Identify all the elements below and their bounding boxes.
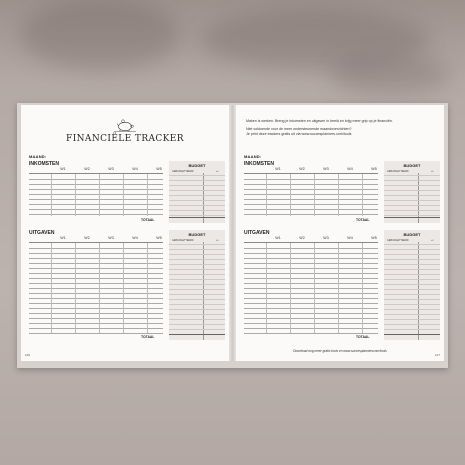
budget-row[interactable]: [169, 294, 225, 295]
section-title: INKOMSTEN: [244, 161, 274, 167]
table-row[interactable]: [29, 184, 163, 185]
income-section: [29, 161, 225, 223]
column-divider: [314, 174, 315, 216]
budget-column: [384, 230, 440, 340]
column-divider: [338, 243, 339, 333]
budget-row[interactable]: [384, 195, 440, 196]
table-row[interactable]: [244, 278, 378, 279]
budget-row[interactable]: [169, 244, 225, 245]
month-label: MAAND:: [244, 154, 262, 159]
budget-row[interactable]: [169, 190, 225, 191]
budget-row[interactable]: [169, 314, 225, 315]
budget-row[interactable]: [384, 324, 440, 325]
title-block: [21, 119, 229, 144]
table-row[interactable]: [244, 194, 378, 195]
budget-row[interactable]: [384, 205, 440, 206]
week-header: W4: [132, 236, 138, 240]
budget-row[interactable]: [384, 175, 440, 176]
column-divider: [362, 243, 363, 333]
table-row[interactable]: [244, 189, 378, 190]
table-row[interactable]: [29, 298, 163, 299]
column-divider: [266, 243, 267, 333]
table-row[interactable]: [29, 194, 163, 195]
left-page: [21, 105, 229, 361]
open-planner-book: [17, 103, 448, 368]
table-row[interactable]: [29, 268, 163, 269]
budget-row[interactable]: [169, 269, 225, 270]
budget-row[interactable]: [169, 289, 225, 290]
total-label: TOTAAL: [356, 335, 370, 339]
page-title: FINANCIËLE TRACKER: [66, 134, 184, 144]
table-row[interactable]: [244, 273, 378, 274]
table-row[interactable]: [29, 204, 163, 205]
budget-title: BUDGET: [403, 232, 421, 237]
table-row[interactable]: [29, 263, 163, 264]
budget-subheader: +/-: [431, 170, 434, 173]
budget-title: BUDGET: [403, 163, 421, 168]
budget-divider: [418, 242, 419, 340]
budget-row[interactable]: [384, 190, 440, 191]
budget-title: BUDGET: [188, 232, 206, 237]
tracker-grid: [29, 173, 163, 224]
week-header: W4: [132, 167, 138, 171]
table-row[interactable]: [29, 199, 163, 200]
budget-subheader: +/-: [216, 239, 219, 242]
week-header: W4: [347, 167, 353, 171]
budget-row[interactable]: [169, 264, 225, 265]
book-spine: [229, 105, 236, 361]
week-header: W5: [156, 236, 162, 240]
budget-row[interactable]: [169, 299, 225, 300]
budget-subheader: +/-: [216, 170, 219, 173]
budget-row[interactable]: [169, 309, 225, 310]
intro-line: Maken is werken. Breng je inkomsten en uitgaven in beeld en krijg meer grip op je financiën.: [246, 119, 393, 123]
table-row[interactable]: [29, 308, 163, 309]
page-number: 127: [434, 353, 440, 357]
column-divider: [338, 174, 339, 216]
table-row[interactable]: [29, 293, 163, 294]
column-divider: [314, 243, 315, 333]
column-divider: [123, 243, 124, 333]
budget-row[interactable]: [169, 254, 225, 255]
week-header: W3: [323, 236, 329, 240]
budget-total-line: [169, 217, 225, 218]
budget-row[interactable]: [384, 289, 440, 290]
column-divider: [290, 174, 291, 216]
leaf-shadow: [330, 55, 450, 95]
budget-row[interactable]: [169, 215, 225, 216]
footer-link-text: Download nog meer gratis tools en www.succesplannerscom/tools: [293, 349, 387, 353]
budget-row[interactable]: [169, 274, 225, 275]
table-row[interactable]: [244, 328, 378, 329]
budget-row[interactable]: [169, 284, 225, 285]
table-row[interactable]: [29, 179, 163, 180]
column-divider: [362, 174, 363, 216]
week-header: W4: [347, 236, 353, 240]
table-row[interactable]: [29, 333, 163, 334]
budget-divider: [203, 242, 204, 340]
week-header: W3: [108, 167, 114, 171]
table-row[interactable]: [244, 293, 378, 294]
intro-text: [246, 119, 436, 140]
budget-row[interactable]: [384, 309, 440, 310]
column-divider: [51, 243, 52, 333]
budget-row[interactable]: [384, 249, 440, 250]
budget-row[interactable]: [169, 304, 225, 305]
budget-subheader: GEBUDGETTEERD: [387, 170, 409, 173]
section-title: UITGAVEN: [29, 230, 55, 236]
table-row[interactable]: [244, 318, 378, 319]
table-row[interactable]: [29, 258, 163, 259]
section-title: UITGAVEN: [244, 230, 270, 236]
table-row[interactable]: [244, 333, 378, 334]
budget-subheader: GEBUDGETTEERD: [387, 239, 409, 242]
page-number: 126: [25, 353, 31, 357]
column-divider: [123, 174, 124, 216]
table-row[interactable]: [244, 288, 378, 289]
budget-row[interactable]: [384, 314, 440, 315]
table-row[interactable]: [244, 204, 378, 205]
column-divider: [99, 174, 100, 216]
budget-row[interactable]: [384, 254, 440, 255]
budget-row[interactable]: [384, 185, 440, 186]
tracker-grid: [244, 242, 378, 341]
table-row[interactable]: [29, 278, 163, 279]
table-row[interactable]: [29, 303, 163, 304]
table-row[interactable]: [29, 323, 163, 324]
table-row[interactable]: [29, 283, 163, 284]
table-row[interactable]: [244, 308, 378, 309]
budget-row[interactable]: [169, 180, 225, 181]
column-divider: [99, 243, 100, 333]
budget-subheader: GEBUDGETTEERD: [172, 170, 194, 173]
week-header: W2: [84, 236, 90, 240]
budget-row[interactable]: [384, 215, 440, 216]
table-row[interactable]: [244, 283, 378, 284]
column-divider: [51, 174, 52, 216]
budget-row[interactable]: [169, 175, 225, 176]
week-header: W1: [275, 236, 281, 240]
table-row[interactable]: [244, 214, 378, 215]
week-header: W1: [275, 167, 281, 171]
table-row[interactable]: [244, 209, 378, 210]
budget-total-line: [384, 217, 440, 218]
budget-row[interactable]: [384, 200, 440, 201]
table-row[interactable]: [29, 328, 163, 329]
tracker-grid: [244, 173, 378, 224]
table-row[interactable]: [244, 184, 378, 185]
table-row[interactable]: [29, 209, 163, 210]
budget-row[interactable]: [169, 259, 225, 260]
week-header: W5: [371, 236, 377, 240]
budget-row[interactable]: [169, 279, 225, 280]
expenses-section: [244, 230, 440, 340]
week-header: W2: [84, 167, 90, 171]
budget-row[interactable]: [384, 274, 440, 275]
budget-row[interactable]: [169, 329, 225, 330]
table-row[interactable]: [244, 263, 378, 264]
budget-row[interactable]: [169, 319, 225, 320]
budget-column: [169, 230, 225, 340]
budget-row[interactable]: [169, 185, 225, 186]
budget-row[interactable]: [384, 269, 440, 270]
budget-row[interactable]: [169, 249, 225, 250]
table-row[interactable]: [244, 199, 378, 200]
column-divider: [75, 174, 76, 216]
week-header: W1: [60, 236, 66, 240]
month-label: MAAND:: [29, 154, 47, 159]
income-section: [244, 161, 440, 223]
budget-row[interactable]: [169, 324, 225, 325]
table-row[interactable]: [244, 179, 378, 180]
total-label: TOTAAL: [356, 218, 370, 222]
column-divider: [266, 174, 267, 216]
table-row[interactable]: [244, 253, 378, 254]
budget-row[interactable]: [169, 195, 225, 196]
budget-row[interactable]: [384, 279, 440, 280]
week-header: W3: [323, 167, 329, 171]
column-divider: [290, 243, 291, 333]
week-header: W1: [60, 167, 66, 171]
budget-row[interactable]: [384, 210, 440, 211]
table-row[interactable]: [244, 313, 378, 314]
budget-subheader: +/-: [431, 239, 434, 242]
budget-total-line: [384, 334, 440, 335]
budget-column: [384, 161, 440, 223]
budget-column: [169, 161, 225, 223]
table-row[interactable]: [29, 253, 163, 254]
budget-row[interactable]: [384, 284, 440, 285]
budget-row[interactable]: [384, 329, 440, 330]
budget-title: BUDGET: [188, 163, 206, 168]
budget-row[interactable]: [169, 210, 225, 211]
week-header: W3: [108, 236, 114, 240]
tracker-grid: [29, 242, 163, 341]
table-row[interactable]: [244, 298, 378, 299]
table-row[interactable]: [244, 323, 378, 324]
table-row[interactable]: [29, 273, 163, 274]
week-header: W5: [156, 167, 162, 171]
column-divider: [147, 243, 148, 333]
total-label: TOTAAL: [141, 335, 155, 339]
table-row[interactable]: [29, 313, 163, 314]
budget-subheader: GEBUDGETTEERD: [172, 239, 194, 242]
budget-row[interactable]: [384, 319, 440, 320]
budget-row[interactable]: [384, 259, 440, 260]
table-row[interactable]: [29, 214, 163, 215]
table-row[interactable]: [29, 288, 163, 289]
total-label: TOTAAL: [141, 218, 155, 222]
budget-row[interactable]: [384, 244, 440, 245]
intro-line: Je print deze trackers gratis uit via www.succesplanners.com/tools: [246, 132, 352, 136]
budget-row[interactable]: [169, 200, 225, 201]
budget-row[interactable]: [384, 180, 440, 181]
piggy-bank-icon: [114, 119, 136, 132]
table-row[interactable]: [244, 248, 378, 249]
budget-row[interactable]: [384, 299, 440, 300]
table-row[interactable]: [244, 268, 378, 269]
intro-line: Niet voldoende voor de meer ondersteunende maandoverzichten?: [246, 127, 352, 131]
budget-row[interactable]: [384, 264, 440, 265]
section-title: INKOMSTEN: [29, 161, 59, 167]
column-divider: [75, 243, 76, 333]
table-row[interactable]: [29, 189, 163, 190]
budget-row[interactable]: [384, 294, 440, 295]
column-divider: [147, 174, 148, 216]
budget-row[interactable]: [384, 304, 440, 305]
expenses-section: [29, 230, 225, 340]
table-row[interactable]: [244, 258, 378, 259]
week-header: W2: [299, 167, 305, 171]
budget-total-line: [169, 334, 225, 335]
table-row[interactable]: [29, 318, 163, 319]
table-row[interactable]: [244, 303, 378, 304]
right-page: [236, 105, 444, 361]
leaf-shadow: [20, 0, 180, 70]
week-header: W5: [371, 167, 377, 171]
budget-row[interactable]: [169, 205, 225, 206]
table-row[interactable]: [29, 248, 163, 249]
week-header: W2: [299, 236, 305, 240]
